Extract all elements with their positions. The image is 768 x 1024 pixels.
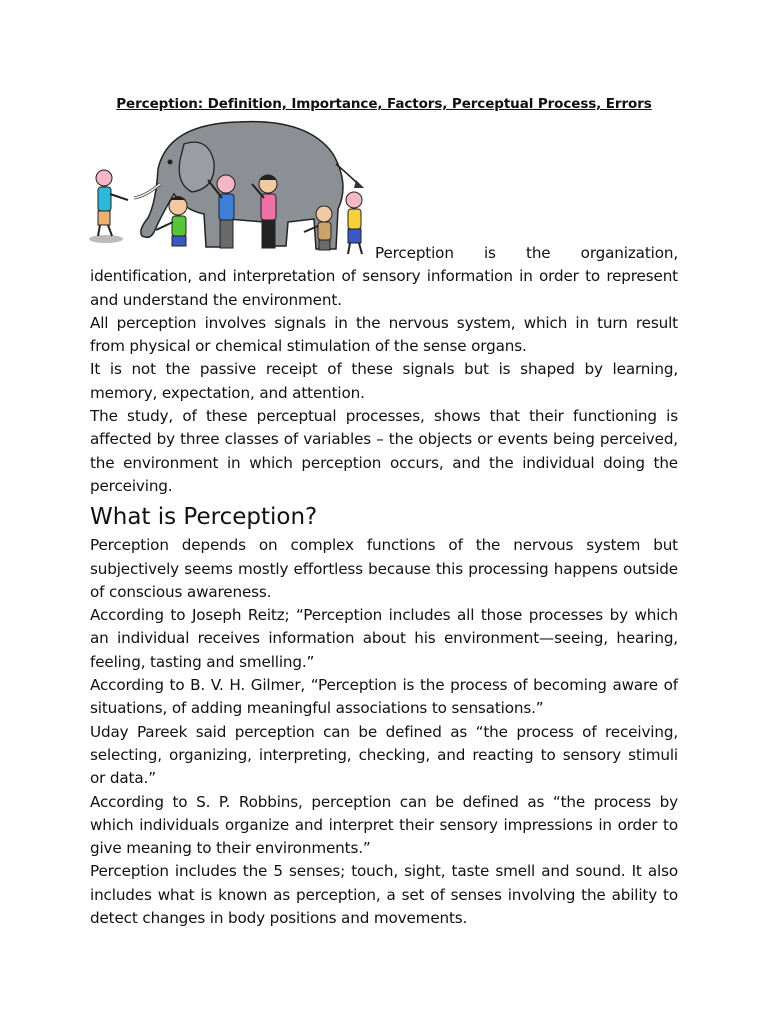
paragraph: Uday Pareek said perception can be defined as “the process of receiving, selecting, organizing, interpreting, checking, and reacting to sensory stimuli or data.” — [90, 722, 678, 788]
paragraph: According to Joseph Reitz; “Perception includes all those processes by which an individual receives information about his environment—seeing, hearing, feeling, tasting and smelling.” — [90, 606, 678, 671]
paragraph: According to S. P. Robbins, perception can be defined as “the process by which individuals organize and interpret their sensory impressions in order to give meaning to their environments.” — [90, 792, 678, 858]
person-figure — [89, 170, 128, 243]
paragraph: The study, of these perceptual processes, shows that their functioning is affected by three classes of variables – the objects or events being perceived, the environment in which perception occurs, and the individual doing the perceiving. — [90, 407, 678, 495]
paragraph: It is not the passive receipt of these signals but is shaped by learning, memory, expectation, and attention. — [90, 360, 678, 402]
paragraph: Perception depends on complex functions of the nervous system but subjectively seems mostly effortless because this processing happens outside of conscious awareness. — [90, 536, 678, 601]
paragraph: Perception is the organization, identification, and interpretation of sensory information in order to represent and understand the environment. — [90, 244, 678, 309]
section-heading: What is Perception? — [90, 504, 318, 531]
paragraph: Perception includes the 5 senses; touch, sight, taste smell and sound. It also includes what is known as perception, a set of senses involving the ability to detect changes in body positions and movements. — [90, 862, 678, 928]
paragraph: According to B. V. H. Gilmer, “Perception is the process of becoming aware of situations, of adding meaningful associations to sensations.” — [90, 676, 678, 718]
document-title: Perception: Definition, Importance, Factors, Perceptual Process, Errors — [116, 96, 652, 112]
paragraph: All perception involves signals in the nervous system, which in turn result from physical or chemical stimulation of the sense organs. — [90, 313, 678, 356]
document-body — [90, 242, 678, 930]
